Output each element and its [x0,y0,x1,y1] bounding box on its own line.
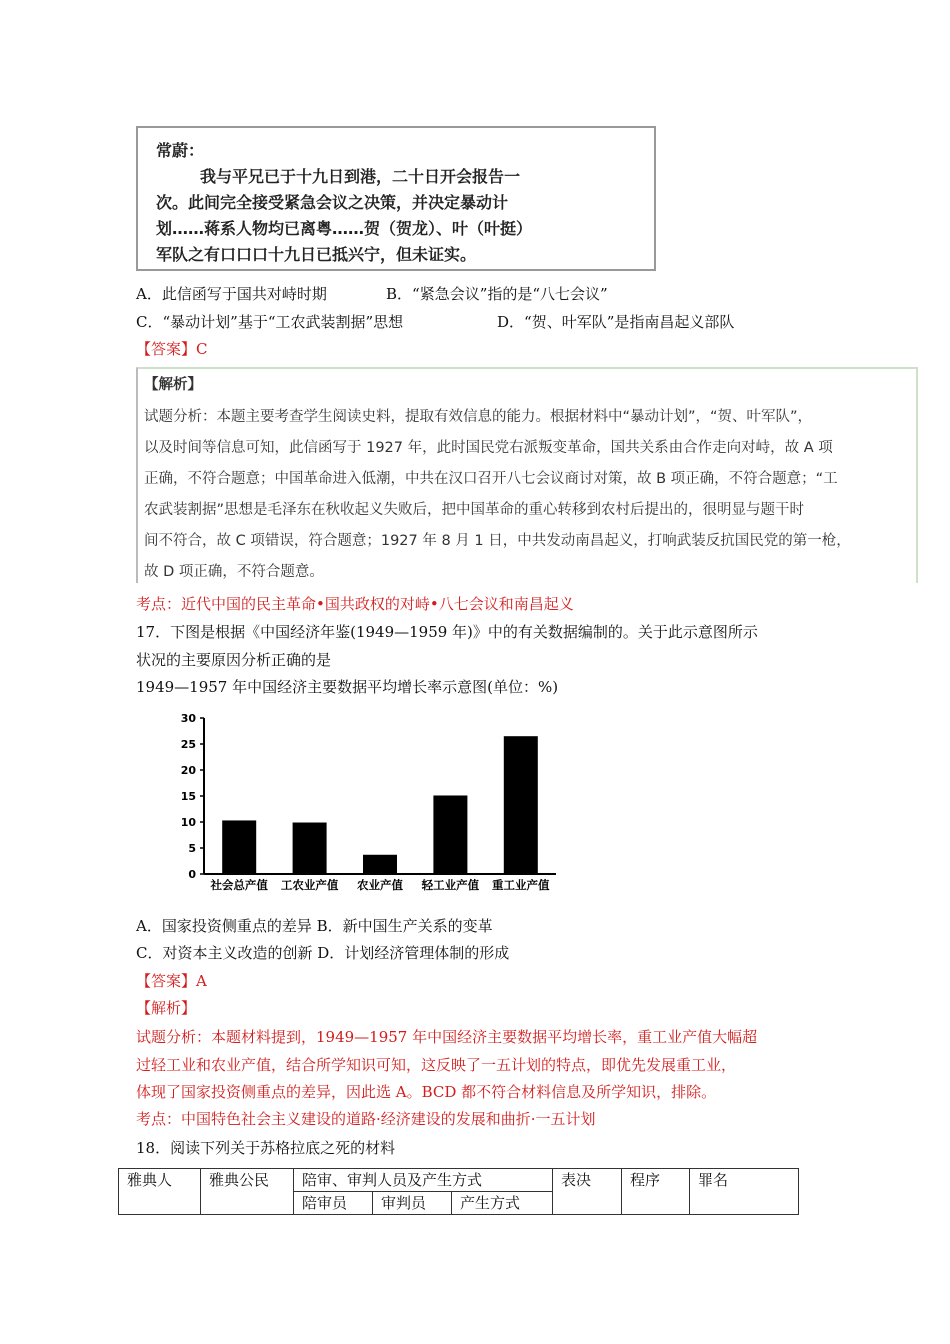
bar [293,823,327,874]
bar [363,855,397,874]
table-subheader-cell: 审判员 [373,1192,452,1215]
y-tick-label: 20 [180,764,196,777]
analysis-line: 农武装割据”思想是毛泽东在秋收起义失败后，把中国革命的重心转移到农村后提出的，很明显与题干时 [144,502,805,518]
option-a: A．此信函写于国共对峙时期 [136,285,327,303]
x-tick-label: 社会总产值 [210,878,268,892]
answer: 【答案】C [136,340,208,358]
y-tick-label: 5 [188,842,196,855]
question-stem: 18．阅读下列关于苏格拉底之死的材料 [136,1139,396,1157]
bar-chart [176,708,576,896]
x-tick-label: 重工业产值 [492,878,550,892]
x-tick-label: 轻工业产值 [421,878,480,892]
letter-image [136,126,656,271]
analysis-line: 过轻工业和农业产值，结合所学知识可知，这反映了一五计划的特点，即优先发展重工业， [136,1056,737,1074]
table-header-cell: 雅典公民 [201,1169,294,1215]
bar [504,736,538,874]
chart-caption: 1949—1957 年中国经济主要数据平均增长率示意图(单位：%) [136,678,559,696]
bar [222,820,256,874]
analysis-line: 试题分析：本题材料提到，1949—1957 年中国经济主要数据平均增长率，重工业产值大幅超 [136,1028,758,1046]
analysis-line: 体现了国家投资侧重点的差异，因此选 A。BCD 都不符合材料信息及所学知识，排除。 [136,1083,717,1101]
y-tick-label: 0 [188,868,196,881]
analysis-line: 正确，不符合题意；中国革命进入低潮，中共在汉口召开八七会议商讨对策，故 B 项正确，不符合题意；“工 [144,471,838,487]
y-tick-label: 15 [180,790,196,803]
table-header-cell: 陪审、审判人员及产生方式 [294,1169,553,1192]
material-table [118,1168,799,1215]
kaodian: 考点：中国特色社会主义建设的道路·经济建设的发展和曲折·一五计划 [136,1110,596,1128]
kaodian: 考点：近代中国的民主革命•国共政权的对峙•八七会议和南昌起义 [136,595,574,613]
letter-line: 次。此间完全接受紧急会议之决策，并决定暴动计 [156,193,509,212]
table-subheader-cell: 产生方式 [452,1192,553,1215]
analysis-line: 故 D 项正确，不符合题意。 [144,564,324,580]
table-header-cell: 雅典人 [119,1169,201,1215]
question-stem: 17．下图是根据《中国经济年鉴(1949—1959 年)》中的有关数据编制的。关于此示意图所示 [136,623,758,641]
analysis-image [136,367,918,583]
question-stem: 状况的主要原因分析正确的是 [136,651,332,669]
analysis-line: 间不符合，故 C 项错误，符合题意；1927 年 8 月 1 日，中共发动南昌起义，打响武装反抗国民党的第一枪， [144,533,851,549]
y-tick-label: 30 [180,712,196,725]
option-ab: A．国家投资侧重点的差异 B．新中国生产关系的变革 [136,917,493,935]
letter-line: 我与平兄已于十九日到港，二十日开会报告一 [200,167,521,186]
y-tick-label: 10 [180,816,196,829]
table-header-cell: 表决 [553,1169,622,1215]
letter-line: 军队之有口口口十九日已抵兴宁，但未证实。 [156,245,477,264]
table-subheader-cell: 陪审员 [294,1192,373,1215]
analysis-title: 【解析】 [144,377,202,393]
analysis-line: 以及时间等信息可知，此信函写于 1927 年，此时国民党右派叛变革命，国共关系由合作走向对峙，故 A 项 [144,440,833,456]
letter-salutation: 常蔚： [156,141,205,160]
table-header-cell: 程序 [622,1169,690,1215]
option-c: C．“暴动计划”基于“工农武装割据”思想 [136,313,404,331]
y-tick-label: 25 [180,738,196,751]
analysis-line: 试题分析：本题主要考查学生阅读史料，提取有效信息的能力。根据材料中“暴动计划”，“贺、叶军队”， [144,409,813,425]
x-tick-label: 农业产值 [357,878,403,892]
analysis-title: 【解析】 [136,999,197,1017]
option-cd: C．对资本主义改造的创新 D．计划经济管理体制的形成 [136,944,510,962]
option-b: B．“紧急会议”指的是“八七会议” [386,285,608,303]
bar [433,795,467,874]
x-tick-label: 工农业产值 [280,878,339,892]
answer: 【答案】A [136,972,207,990]
letter-line: 划……蒋系人物均已离粤……贺（贺龙）、叶（叶挺） [156,219,533,238]
option-d: D．“贺、叶军队”是指南昌起义部队 [497,313,735,331]
table-header-cell: 罪名 [690,1169,799,1215]
